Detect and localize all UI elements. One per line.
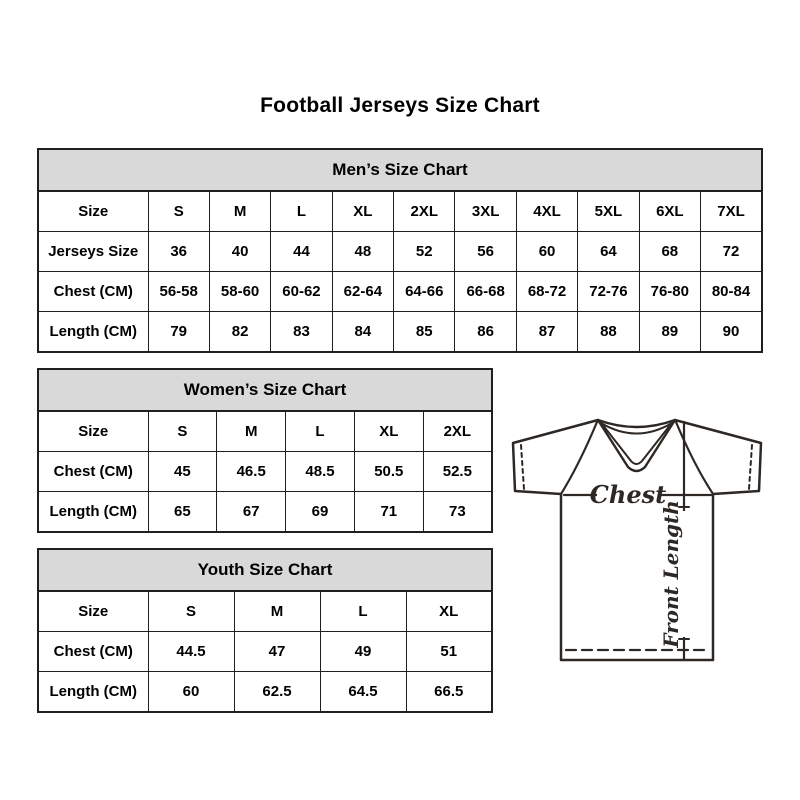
row-label-cell: Chest (CM) xyxy=(38,632,148,672)
value-cell: 46.5 xyxy=(217,452,286,492)
value-cell: 2XL xyxy=(394,191,455,232)
row-label-cell: Length (CM) xyxy=(38,312,148,353)
value-cell: 48 xyxy=(332,232,393,272)
value-cell: 58-60 xyxy=(209,272,270,312)
value-cell: 5XL xyxy=(578,191,639,232)
youth-size-table xyxy=(37,548,493,713)
value-cell: M xyxy=(209,191,270,232)
value-cell: L xyxy=(286,411,355,452)
value-cell: 87 xyxy=(516,312,577,353)
value-cell: 6XL xyxy=(639,191,700,232)
value-cell: 64-66 xyxy=(394,272,455,312)
value-cell: 82 xyxy=(209,312,270,353)
value-cell: 64 xyxy=(578,232,639,272)
value-cell: 7XL xyxy=(701,191,762,232)
row-label-cell: Length (CM) xyxy=(38,492,148,533)
value-cell: XL xyxy=(332,191,393,232)
value-cell: 79 xyxy=(148,312,209,353)
value-cell: XL xyxy=(406,591,492,632)
value-cell: 66-68 xyxy=(455,272,516,312)
mens-size-table xyxy=(37,148,763,353)
value-cell: 73 xyxy=(423,492,492,533)
value-cell: 45 xyxy=(148,452,217,492)
value-cell: 2XL xyxy=(423,411,492,452)
table-row xyxy=(38,411,492,452)
value-cell: 64.5 xyxy=(320,672,406,713)
jersey-outline-shape xyxy=(513,420,761,660)
value-cell: L xyxy=(320,591,406,632)
row-label-cell: Jerseys Size xyxy=(38,232,148,272)
value-cell: L xyxy=(271,191,332,232)
value-cell: 47 xyxy=(234,632,320,672)
table-row xyxy=(38,632,492,672)
chest-label: Chest xyxy=(589,480,667,509)
size-table xyxy=(37,548,493,713)
front-length-label: Front Length xyxy=(659,500,683,648)
size-table xyxy=(37,148,763,353)
value-cell: 69 xyxy=(286,492,355,533)
value-cell: 85 xyxy=(394,312,455,353)
value-cell: 76-80 xyxy=(639,272,700,312)
value-cell: 3XL xyxy=(455,191,516,232)
page-title: Football Jerseys Size Chart xyxy=(260,94,540,117)
table-row xyxy=(38,452,492,492)
row-label-cell: Size xyxy=(38,191,148,232)
row-label-cell: Chest (CM) xyxy=(38,452,148,492)
value-cell: 66.5 xyxy=(406,672,492,713)
value-cell: 36 xyxy=(148,232,209,272)
value-cell: 71 xyxy=(354,492,423,533)
value-cell: 80-84 xyxy=(701,272,762,312)
table-title: Men’s Size Chart xyxy=(38,149,762,191)
value-cell: M xyxy=(234,591,320,632)
value-cell: 72-76 xyxy=(578,272,639,312)
value-cell: 62.5 xyxy=(234,672,320,713)
value-cell: S xyxy=(148,191,209,232)
value-cell: 51 xyxy=(406,632,492,672)
row-label-cell: Length (CM) xyxy=(38,672,148,713)
value-cell: 56-58 xyxy=(148,272,209,312)
value-cell: 67 xyxy=(217,492,286,533)
table-row xyxy=(38,232,762,272)
value-cell: 84 xyxy=(332,312,393,353)
value-cell: 88 xyxy=(578,312,639,353)
value-cell: 44 xyxy=(271,232,332,272)
value-cell: 56 xyxy=(455,232,516,272)
value-cell: 4XL xyxy=(516,191,577,232)
table-title: Women’s Size Chart xyxy=(38,369,492,411)
value-cell: 68 xyxy=(639,232,700,272)
value-cell: 60 xyxy=(148,672,234,713)
row-label-cell: Chest (CM) xyxy=(38,272,148,312)
table-row xyxy=(38,591,492,632)
jersey-measurement-diagram xyxy=(500,410,770,682)
table-row xyxy=(38,272,762,312)
value-cell: 60-62 xyxy=(271,272,332,312)
value-cell: 86 xyxy=(455,312,516,353)
value-cell: 60 xyxy=(516,232,577,272)
table-row xyxy=(38,492,492,533)
value-cell: 48.5 xyxy=(286,452,355,492)
value-cell: 89 xyxy=(639,312,700,353)
value-cell: S xyxy=(148,591,234,632)
table-row xyxy=(38,672,492,713)
value-cell: 62-64 xyxy=(332,272,393,312)
value-cell: 52 xyxy=(394,232,455,272)
value-cell: 90 xyxy=(701,312,762,353)
value-cell: XL xyxy=(354,411,423,452)
size-table xyxy=(37,368,493,533)
value-cell: M xyxy=(217,411,286,452)
womens-size-table xyxy=(37,368,493,533)
value-cell: 83 xyxy=(271,312,332,353)
value-cell: 52.5 xyxy=(423,452,492,492)
value-cell: 72 xyxy=(701,232,762,272)
row-label-cell: Size xyxy=(38,591,148,632)
value-cell: 40 xyxy=(209,232,270,272)
value-cell: 44.5 xyxy=(148,632,234,672)
table-row xyxy=(38,312,762,353)
table-title: Youth Size Chart xyxy=(38,549,492,591)
row-label-cell: Size xyxy=(38,411,148,452)
value-cell: 49 xyxy=(320,632,406,672)
value-cell: S xyxy=(148,411,217,452)
value-cell: 50.5 xyxy=(354,452,423,492)
table-row xyxy=(38,191,762,232)
value-cell: 68-72 xyxy=(516,272,577,312)
value-cell: 65 xyxy=(148,492,217,533)
